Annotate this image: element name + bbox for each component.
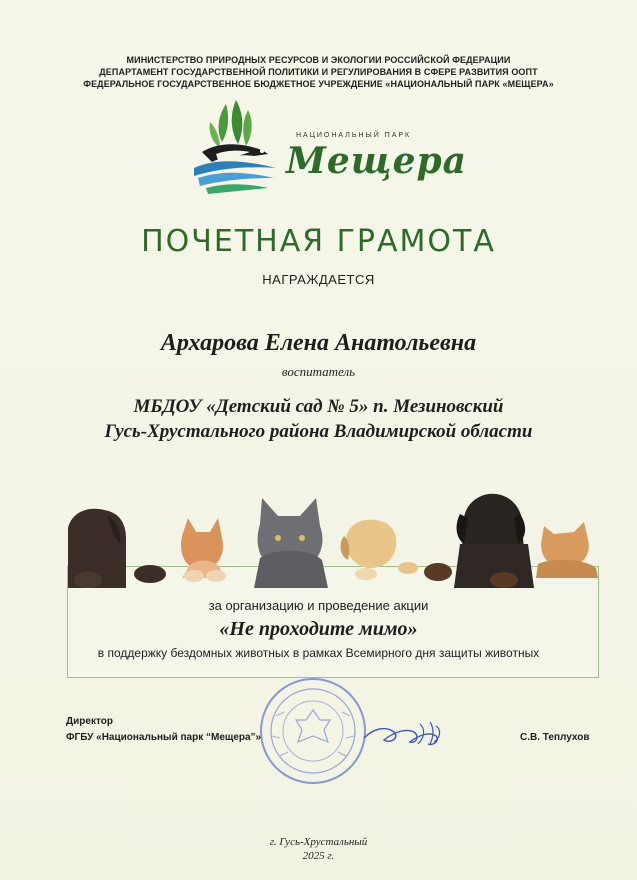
dog-black-image bbox=[424, 494, 534, 588]
awarded-label: НАГРАЖДАЕТСЯ bbox=[262, 272, 375, 287]
action-description: в поддержку бездомных животных в рамках Всемирного дня защиты животных bbox=[97, 646, 540, 660]
signatory-name: С.В. Теплухов bbox=[520, 732, 590, 743]
certificate-title: ПОЧЕТНАЯ ГРАМОТА bbox=[141, 224, 496, 259]
cat-ginger-image bbox=[536, 522, 598, 578]
kitten-ginger-image bbox=[181, 518, 226, 582]
action-intro: за организацию и проведение акции bbox=[208, 598, 429, 613]
recipient-name: Архарова Елена Анатольевна bbox=[160, 330, 477, 356]
header bbox=[0, 54, 637, 90]
cat-grey-image bbox=[254, 498, 328, 588]
handwritten-signature-icon bbox=[360, 714, 450, 754]
park-logo bbox=[188, 96, 468, 196]
organization-line-2: Гусь-Хрустального района Владимирской области bbox=[104, 421, 533, 442]
recipient-organization bbox=[0, 394, 637, 444]
header-line-ministry: МИНИСТЕРСТВО ПРИРОДНЫХ РЕСУРСОВ И ЭКОЛОГИИ РОССИЙСКОЙ ФЕДЕРАЦИИ bbox=[126, 55, 511, 65]
signatory-title: Директор bbox=[66, 716, 113, 727]
logo-wordmark: Мещера bbox=[286, 140, 467, 182]
header-line-department: ДЕПАРТАМЕНТ ГОСУДАРСТВЕННОЙ ПОЛИТИКИ И РЕГУЛИРОВАНИЯ В СФЕРЕ РАЗВИТИЯ ООПТ bbox=[99, 67, 538, 77]
dog-left-image bbox=[68, 509, 166, 588]
signatory-organization: ФГБУ «Национальный парк “Мещера”» bbox=[66, 732, 262, 743]
official-seal-icon bbox=[258, 676, 368, 786]
puppy-cream-image bbox=[341, 520, 418, 580]
park-bird-emblem-icon bbox=[188, 96, 284, 196]
header-line-institution: ФЕДЕРАЛЬНОЕ ГОСУДАРСТВЕННОЕ БЮДЖЕТНОЕ УЧРЕЖДЕНИЕ «НАЦИОНАЛЬНЫЙ ПАРК «МЕЩЕРА» bbox=[83, 79, 554, 89]
action-name: «Не проходите мимо» bbox=[219, 618, 418, 640]
recipient-position: воспитатель bbox=[281, 364, 356, 379]
issue-city: г. Гусь-Хрустальный bbox=[269, 836, 368, 848]
animals-illustration bbox=[64, 488, 604, 588]
logo-caption: НАЦИОНАЛЬНЫЙ ПАРК bbox=[296, 132, 412, 139]
issue-year: 2025 г. bbox=[302, 850, 335, 862]
organization-line-1: МБДОУ «Детский сад № 5» п. Мезиновский bbox=[133, 396, 504, 417]
